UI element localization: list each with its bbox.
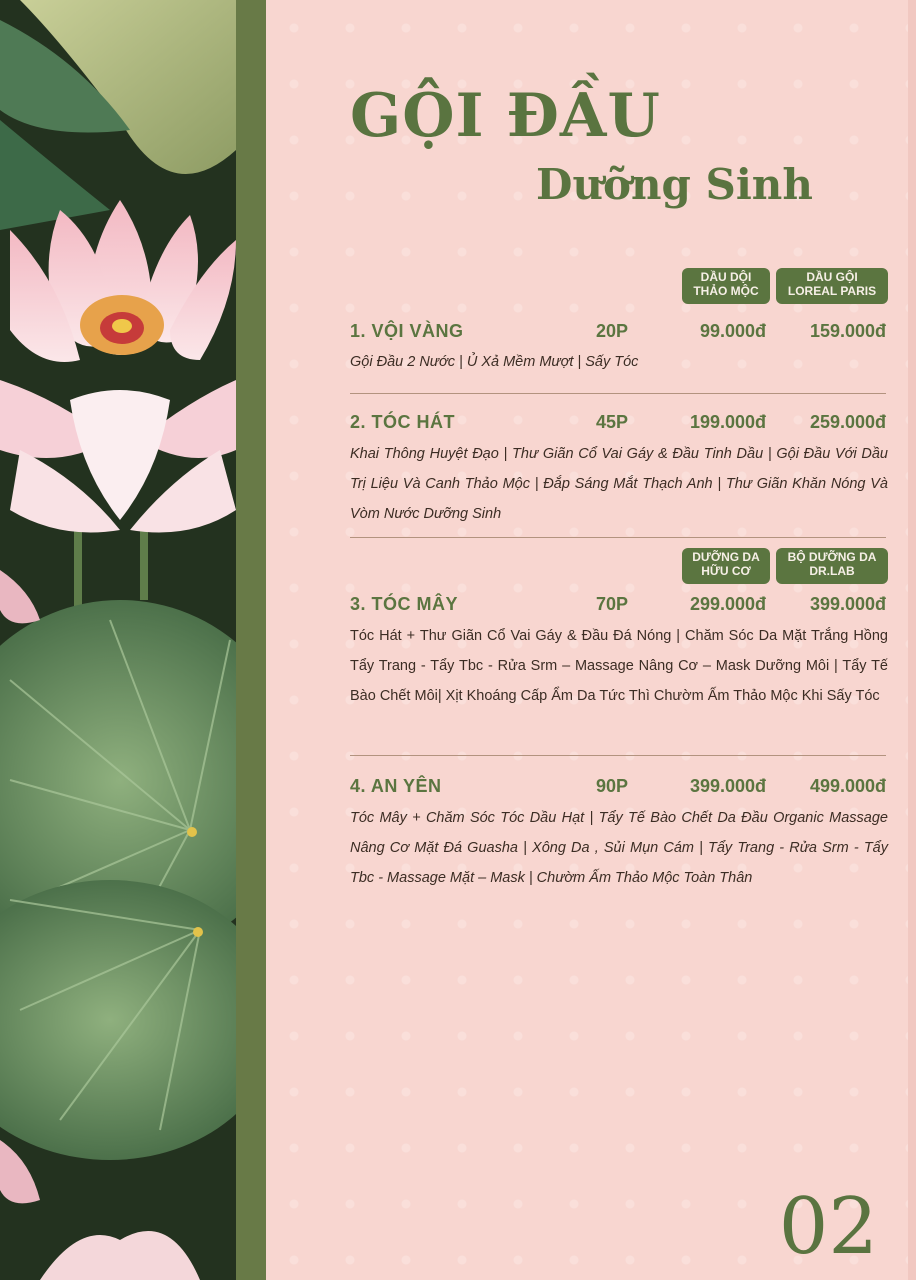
service-price-1: 199.000đ [689, 412, 766, 432]
service-duration: 20P [596, 321, 629, 341]
service-price-1: 399.000đ [689, 776, 766, 796]
service-duration: 45P [596, 412, 629, 432]
page-subtitle: Dưỡng Sinh [536, 160, 813, 209]
service-description: Tóc Mây + Chăm Sóc Tóc Dầu Hạt | Tẩy Tế Bào Chết Da Đầu Organic Massage Nâng Cơ Mặt Đá Guasha | Xông Da , Sủi Mụn Cám | Tẩy Trang - Rửa Srm - Tẩy Tbc - Massage Mặt – Mask | Chườm Ấm Thảo Mộc Toàn Thân [350, 810, 888, 886]
badge-drlab: BỘ DƯỠNG DA DR.LAB [776, 548, 888, 584]
badge-loreal: DẦU GỘI LOREAL PARIS [776, 268, 888, 304]
lotus-illustration-icon [0, 0, 236, 1280]
divider [350, 537, 886, 538]
service-price-2: 499.000đ [809, 776, 886, 796]
service-name: 3. TÓC MÂY [350, 594, 459, 614]
menu-content [266, 0, 908, 1280]
service-price-2: 259.000đ [809, 412, 886, 432]
page-title: GỘI ĐẦU [350, 81, 661, 151]
service-name: 2. TÓC HÁT [350, 412, 456, 432]
service-description: Tóc Hát + Thư Giãn Cổ Vai Gáy & Đầu Đá Nóng | Chăm Sóc Da Mặt Trắng Hồng Tẩy Trang - Tẩy Tbc - Rửa Srm – Massage Nâng Cơ – Mask Dưỡng Môi | Tẩy Tế Bào Chết Môi| Xịt Khoáng Cấp Ẩm Da Tức Thì Chườm Ấm Thảo Mộc Khi Sấy Tóc [350, 628, 888, 704]
service-price-1: 99.000đ [699, 321, 766, 341]
divider [350, 755, 886, 756]
service-price-2: 399.000đ [809, 594, 886, 614]
decorative-band [236, 0, 266, 1280]
service-name: 4. AN YÊN [350, 776, 442, 796]
page-number: 02 [778, 1182, 878, 1272]
badge-herbal-oil: DẦU DỘI THẢO MỘC [682, 268, 770, 304]
lotus-artwork [0, 0, 236, 1280]
service-description: Gội Đầu 2 Nước | Ủ Xả Mềm Mượt | Sấy Tóc [350, 354, 639, 370]
service-price-1: 299.000đ [689, 594, 766, 614]
badge-organic-skincare: DƯỠNG DA HỮU CƠ [682, 548, 770, 584]
service-description: Khai Thông Huyệt Đạo | Thư Giãn Cổ Vai Gáy & Đầu Tinh Dầu | Gội Đầu Với Dầu Trị Liệu Và Canh Thảo Mộc | Đắp Sáng Mắt Thạch Anh | Thư Giãn Khăn Nóng Và Vòm Nước Dưỡng Sinh [350, 446, 888, 522]
service-price-2: 159.000đ [809, 321, 886, 341]
service-duration: 90P [596, 776, 629, 796]
service-name: 1. VỘI VÀNG [350, 321, 464, 341]
divider [350, 393, 886, 394]
page-edge [908, 0, 916, 1280]
service-duration: 70P [596, 594, 629, 614]
